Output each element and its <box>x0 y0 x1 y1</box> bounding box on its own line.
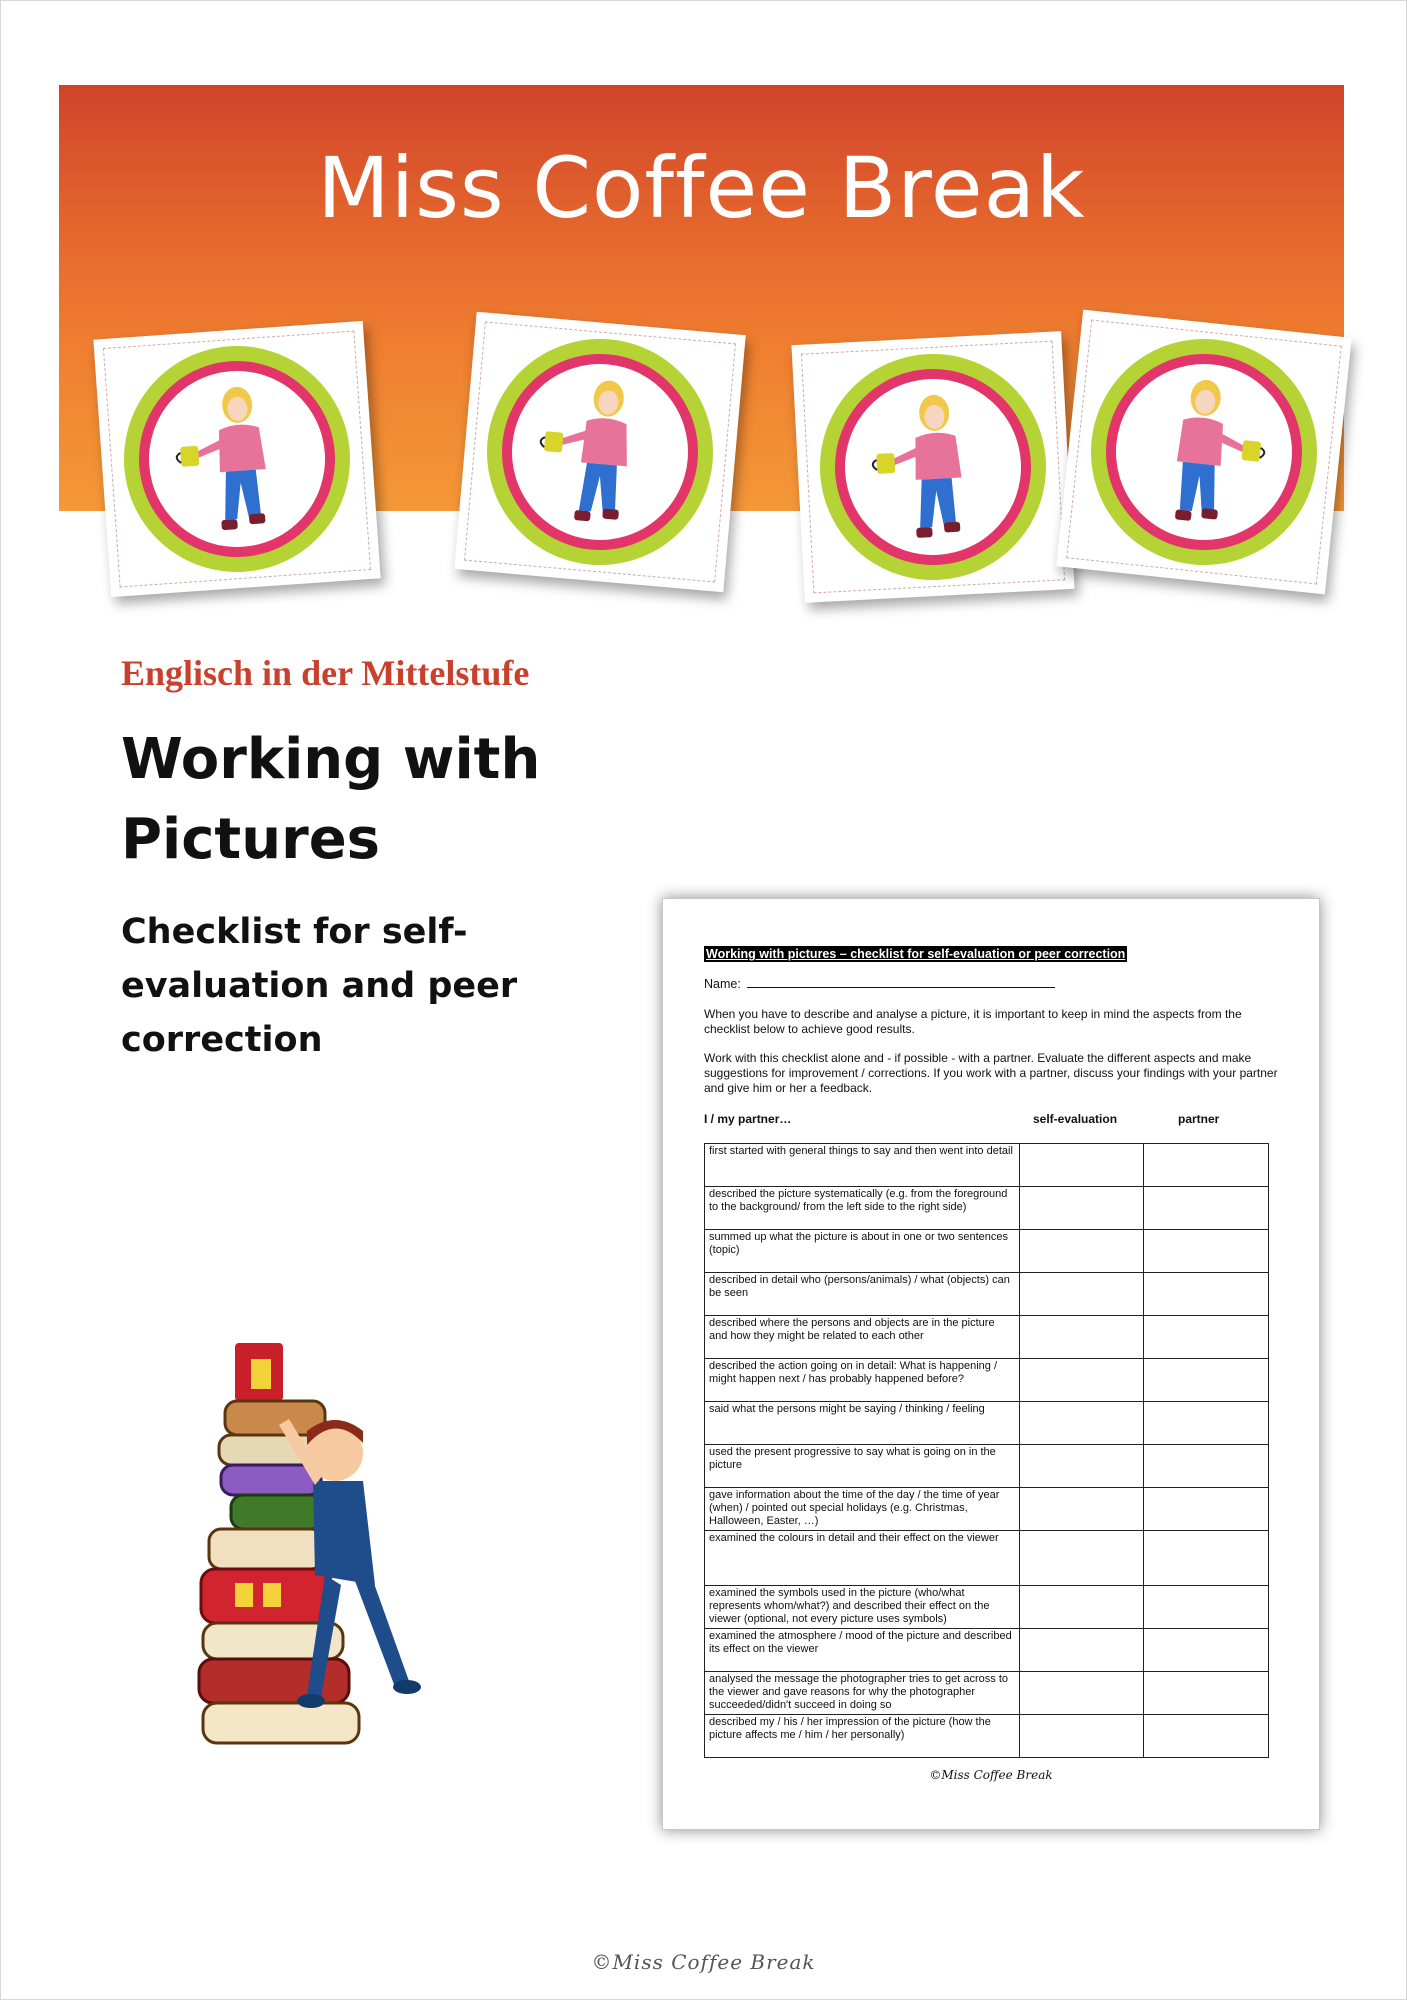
table-cell <box>1019 1230 1144 1273</box>
table-cell <box>1144 1672 1269 1715</box>
name-line <box>747 977 1055 988</box>
coffee-lady-badge-icon <box>113 335 361 583</box>
table-cell <box>1019 1488 1144 1531</box>
table-cell: described the action going on in detail: What is happening / might happen next / has probably happened before? <box>705 1359 1020 1402</box>
table-row <box>705 1629 1269 1672</box>
table-cell: described in detail who (persons/animals) / what (objects) can be seen <box>705 1273 1020 1316</box>
table-row <box>705 1488 1269 1531</box>
table-cell <box>1144 1586 1269 1629</box>
table-row <box>705 1531 1269 1586</box>
table-row <box>705 1144 1269 1187</box>
table-cell: first started with general things to say and then went into detail <box>705 1144 1020 1187</box>
footer-copyright: ©Miss Coffee Break <box>591 1950 816 1974</box>
table-cell <box>1144 1144 1269 1187</box>
subtitle: Englisch in der Mittelstufe <box>121 653 530 693</box>
table-row <box>705 1715 1269 1758</box>
table-cell <box>1019 1629 1144 1672</box>
table-cell <box>1144 1402 1269 1445</box>
table-cell: examined the colours in detail and their effect on the viewer <box>705 1531 1020 1586</box>
table-row <box>705 1273 1269 1316</box>
table-cell <box>1019 1316 1144 1359</box>
page-title: Working with Pictures <box>121 727 541 872</box>
table-cell <box>1019 1273 1144 1316</box>
table-cell: examined the symbols used in the picture (who/what represents whom/what?) and described their effect on the viewer (optional, not every picture uses symbols) <box>705 1586 1020 1629</box>
table-cell <box>1144 1629 1269 1672</box>
name-label: Name: <box>704 977 741 991</box>
table-cell <box>1019 1144 1144 1187</box>
table-cell <box>1019 1586 1144 1629</box>
table-cell <box>1144 1488 1269 1531</box>
table-cell <box>1019 1715 1144 1758</box>
table-cell: gave information about the time of the day / the time of year (when) / pointed out special holidays (e.g. Christmas, Halloween, Easter, …) <box>705 1488 1020 1531</box>
table-cell: described my / his / her impression of the picture (how the picture affects me / him / her personally) <box>705 1715 1020 1758</box>
sticker-card <box>454 312 745 593</box>
table-cell <box>1019 1359 1144 1402</box>
table-row <box>705 1316 1269 1359</box>
table-cell <box>1019 1187 1144 1230</box>
table-cell: used the present progressive to say what is going on in the picture <box>705 1445 1020 1488</box>
coffee-lady-badge-icon <box>1077 325 1332 580</box>
sticker-card <box>93 321 380 597</box>
table-row <box>705 1445 1269 1488</box>
table-row <box>705 1187 1269 1230</box>
table-cell <box>1144 1273 1269 1316</box>
table-row <box>705 1586 1269 1629</box>
worksheet-copyright: ©Miss Coffee Break <box>929 1768 1053 1782</box>
table-cell: analysed the message the photographer tries to get across to the viewer and gave reasons for why the photographer succeeded/didn't succeed in doing so <box>705 1672 1020 1715</box>
table-cell <box>1019 1531 1144 1586</box>
checklist-table <box>704 1143 1269 1758</box>
table-cell <box>1144 1531 1269 1586</box>
table-cell <box>1144 1445 1269 1488</box>
column-header: self-evaluation <box>1033 1112 1118 1126</box>
sticker-card <box>791 331 1074 603</box>
table-cell: summed up what the picture is about in one or two sentences (topic) <box>705 1230 1020 1273</box>
coffee-lady-badge-icon <box>474 326 725 577</box>
worksheet-heading: Working with pictures – checklist for self-evaluation or peer correction <box>706 947 1126 961</box>
table-cell: said what the persons might be saying / thinking / feeling <box>705 1402 1020 1445</box>
table-row <box>705 1359 1269 1402</box>
table-cell: described where the persons and objects are in the picture and how they might be related to each other <box>705 1316 1020 1359</box>
table-row <box>705 1402 1269 1445</box>
table-row <box>705 1230 1269 1273</box>
table-cell <box>1144 1359 1269 1402</box>
table-cell <box>1144 1715 1269 1758</box>
column-header: I / my partner… <box>704 1112 792 1126</box>
table-cell <box>1144 1316 1269 1359</box>
brand-title: Miss Coffee Break <box>317 139 1086 237</box>
table-cell <box>1019 1402 1144 1445</box>
description: Checklist for self-evaluation and peer correction <box>121 912 518 1060</box>
table-row <box>705 1672 1269 1715</box>
table-cell <box>1144 1230 1269 1273</box>
table-cell <box>1019 1672 1144 1715</box>
table-cell <box>1144 1187 1269 1230</box>
intro-text: When you have to describe and analyse a picture, it is important to keep in mind the aspects from the checklist below to achieve good results. <box>704 1007 1242 1036</box>
sticker-card <box>1056 310 1351 595</box>
boy-climbing-books-icon <box>195 1335 485 1755</box>
column-header: partner <box>1178 1112 1220 1126</box>
table-cell: examined the atmosphere / mood of the picture and described its effect on the viewer <box>705 1629 1020 1672</box>
worksheet-preview <box>662 898 1320 1830</box>
instructions-text: Work with this checklist alone and - if possible - with a partner. Evaluate the different aspects and make suggestions for improvement / corrections. If you work with a partner, discuss your findings with your partner and give him or her a feedback. <box>704 1051 1278 1095</box>
table-cell: described the picture systematically (e.g. from the foreground to the background/ from the left side to the right side) <box>705 1187 1020 1230</box>
coffee-lady-badge-icon <box>811 345 1055 589</box>
table-cell <box>1019 1445 1144 1488</box>
name-field <box>704 977 1055 991</box>
